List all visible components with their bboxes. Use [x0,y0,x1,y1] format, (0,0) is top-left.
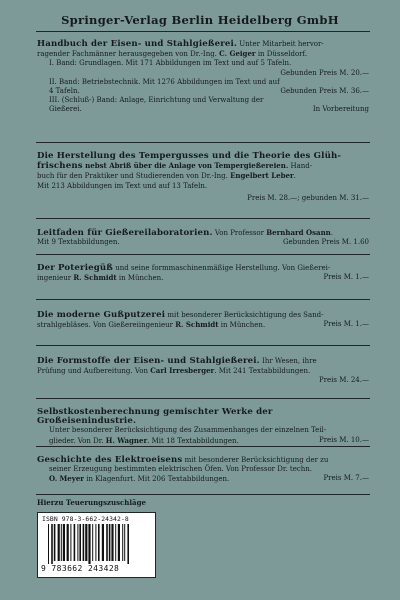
entry-author: Carl Irresberger [150,366,215,376]
surcharge-note: Hierzu Teuerungszuschläge [37,498,146,507]
divider [36,142,370,143]
entry-title: Die Formstoffe der Eisen- und Stahlgießerei. [37,356,260,366]
entry-price: Gebunden Preis M. 20.— [280,68,369,77]
divider [36,446,370,447]
divider [36,398,370,399]
entry-author: H. Wagner [105,435,148,445]
barcode-digits: 9 783662 243428 [41,564,120,573]
divider [36,345,370,346]
entry-title: Leitfaden für Gießereilaboratorien. [37,228,213,238]
entry-title: Selbstkostenberechnung gemischter Werke der Großeisenindustrie. [37,407,273,427]
divider [36,299,370,300]
entry-price: In Vorbereitung [312,105,369,114]
divider [36,254,370,255]
entry-author: O. Meyer [49,474,84,484]
catalog-entry-elektroeisen: Geschichte des Elektroeisens mit besonderer Berücksichtigung der zu seiner Erzeugung bestimmten elektrischen Öfen. Von Professor Dr. techn. O. Meyer in Klagenfurt. Mit 206 Textabbildungen. Preis M. 7.— [37,455,369,484]
entry-title: Die moderne Gußputzerei [37,310,166,320]
divider [36,494,370,495]
entry-price: Gebunden Preis M. 36.— [280,87,369,96]
entry-author: Bernhard Osann [266,228,331,237]
catalog-entry-selbstkosten: Selbstkostenberechnung gemischter Werke der Großeisenindustrie. Unter besonderer Berücksichtigung des Zusammenhanges der einzelnen Teil- glieder. Von Dr. H. Wagner. Mit 18 Textabbildungen. Preis M. 10.— [37,407,369,445]
barcode-icon [48,524,146,564]
catalog-entry-gussputzerei: Die moderne Gußputzerei mit besonderer Berücksichtigung des Sand- strahlgebläses. Von Gießereiingenieur R. Schmidt in München. Preis M. 1.— [37,310,369,330]
isbn-number: ISBN 978-3-662-24342-8 [42,515,129,523]
divider [36,218,370,219]
entry-price: Preis M. 7.— [323,474,369,483]
entry-title: Geschichte des Elektroeisens [37,455,183,465]
entry-price: Preis M. 28.—; gebunden M. 31.— [247,193,369,202]
entry-price: Preis M. 10.— [318,435,369,444]
catalog-entry-handbuch: Handbuch der Eisen- und Stahlgießerei. Unter Mitarbeit hervor- ragender Fachmänner herausgegeben von Dr.-Ing. C. Geiger in Düsseldorf. I. Band: Grundlagen. Mit 171 Abbildungen im Text und auf 5 Tafeln. Gebunden Preis M. 20.— II. Band: Betriebstechnik. Mit 1276 Abbildungen im Text und auf 4 Tafeln. Gebunden Preis M. 36.— III. (Schluß-) Band: Anlage, Einrichtung und Verwaltung der Gießerei. In Vorbereitung [37,39,369,114]
entry-author: R. Schmidt [73,273,117,283]
entry-title: Die Herstellung des Tempergusses und die Theorie des Glüh- [37,151,342,161]
divider [36,31,370,32]
entry-price: Preis M. 1.— [323,273,369,282]
entry-author: C. Geiger [219,49,256,59]
catalog-entry-poteriegus: Der Poteriegüß und seine formmaschinenmäßige Herstellung. Von Gießerei- ingenieur R. Schmidt in München. Preis M. 1.— [37,263,369,283]
entry-price: Preis M. 24.— [318,376,369,385]
catalog-entry-temperguss: Die Herstellung des Tempergusses und die Theorie des Glüh- frischens nebst Abriß über die Anlage von Tempergießereien. Hand- buch für den Praktiker und Studierenden von Dr.-Ing. Engelbert Leber. Mit 213 Abbildungen im Text und auf 13 Tafeln. Preis M. 28.—; gebunden M. 31.— [37,151,369,202]
entry-price: Gebunden Preis M. 1.60 [282,238,369,247]
entry-title: Der Poteriegüß [37,263,113,273]
catalog-entry-formstoffe: Die Formstoffe der Eisen- und Stahlgießerei. Ihr Wesen, ihre Prüfung und Aufbereitung. Von Carl Irresberger. Mit 241 Textabbildungen. Preis M. 24.— [37,356,369,385]
isbn-barcode-label [37,512,156,578]
entry-price: Preis M. 1.— [323,320,369,329]
catalog-entry-leitfaden: Leitfaden für Gießereilaboratorien. Von Professor Bernhard Osann. Mit 9 Textabbildungen. Gebunden Preis M. 1.60 [37,228,369,247]
entry-author: Engelbert Leber [230,171,294,181]
entry-title: Handbuch der Eisen- und Stahlgießerei. [37,39,238,49]
publisher-header: Springer-Verlag Berlin Heidelberg GmbH [61,13,339,27]
entry-author: R. Schmidt [175,320,219,330]
